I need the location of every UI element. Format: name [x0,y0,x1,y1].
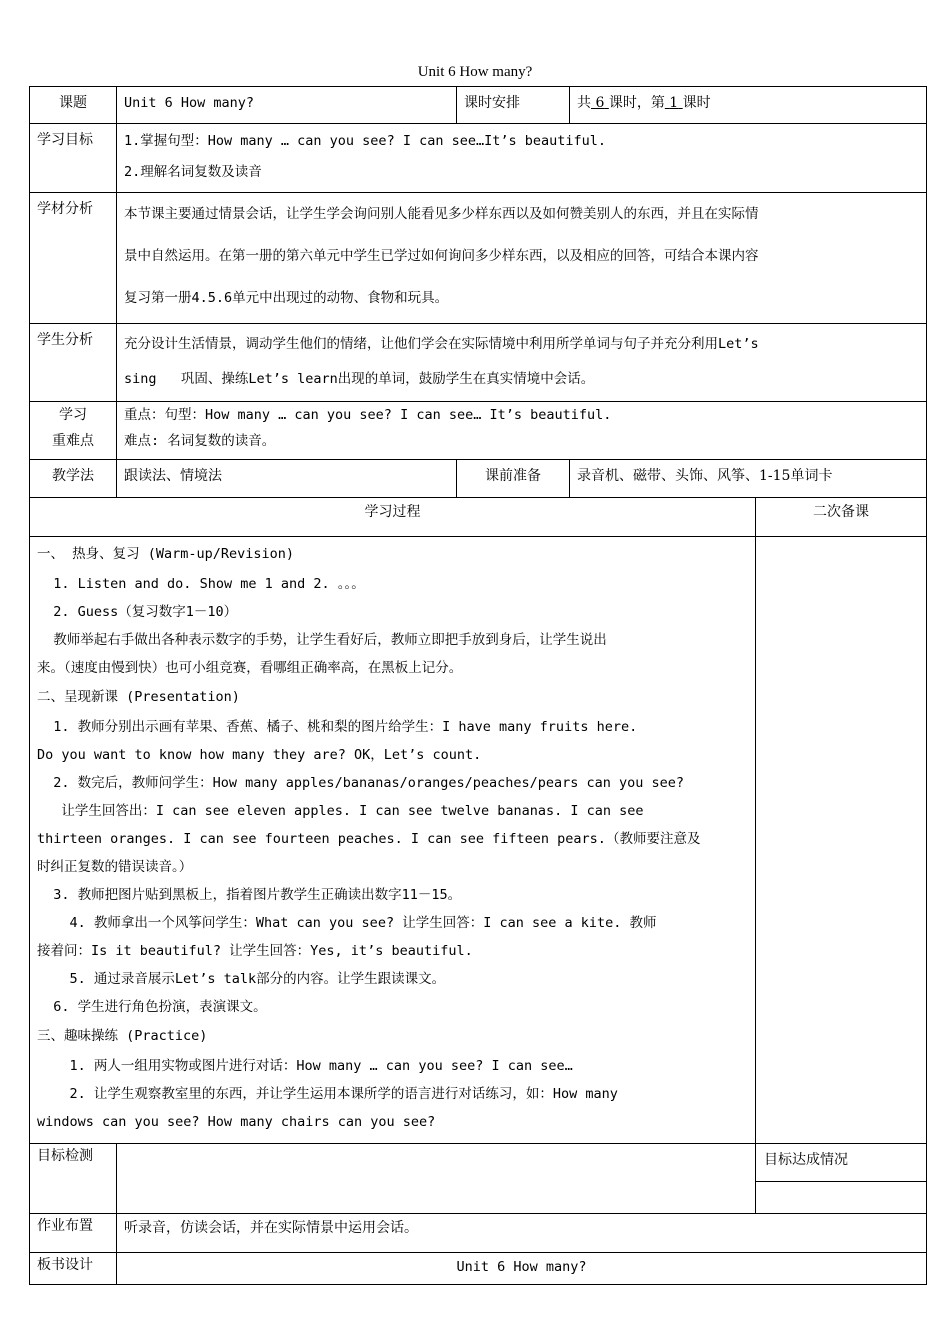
process-line: 2. 让学生观察教室里的东西，并让学生运用本课所学的语言进行对话练习，如：How many [37,1086,618,1102]
process-line: 2. Guess（复习数字1－10） [37,604,238,620]
row-topic [30,87,927,124]
schedule-value [570,87,927,124]
material-line: 本节课主要通过情景会话，让学生学会询问别人能看见多少样东西以及如何赞美别人的东西，并且在实际情 [124,206,759,222]
key-point-line: 难点: 名词复数的读音。 [124,433,276,449]
homework-label: 作业布置 [30,1214,117,1253]
prep-value: 录音机、磁带、头饰、风筝、1-15单词卡 [570,460,927,498]
material-label: 学材分析 [30,193,117,324]
material-content [117,193,927,324]
student-content [117,324,927,402]
process-line: 6. 学生进行角色扮演，表演课文。 [37,999,267,1015]
process-line: 一、 热身、复习 (Warm-up/Revision) [37,546,295,562]
row-key-points [30,402,927,460]
process-content [30,537,756,1144]
process-line: thirteen oranges. I can see fourteen peaches. I can see fifteen pears.（教师要注意及 [37,831,701,847]
schedule-label: 课时安排 [457,87,570,124]
student-line: 充分设计生活情景，调动学生他们的情绪，让他们学会在实际情境中利用所学单词与句子并充分利用Let’s [124,336,759,352]
schedule-suffix: 课时 [682,95,711,111]
board-value: Unit 6 How many? [117,1253,927,1285]
key-points-content [117,402,927,460]
process-heading: 学习过程 [30,498,756,537]
process-line: 教师举起右手做出各种表示数字的手势，让学生看好后，教师立即把手放到身后，让学生说出 [37,632,607,648]
key-point-line: 重点：句型：How many … can you see? I can see… It’s beautiful. [124,407,612,423]
process-line: Do you want to know how many they are? OK，Let’s count. [37,747,482,763]
process-line: 三、趣味操练 (Practice) [37,1028,208,1044]
process-line: 3. 教师把图片贴到黑板上，指着图片教学生正确读出数字11－15。 [37,887,462,903]
process-line: 让学生回答出：I can see eleven apples. I can see twelve bananas. I can see [37,803,644,819]
schedule-mid: 课时，第 [608,95,665,111]
row-material [30,193,927,324]
assessment-side [756,1144,927,1214]
row-homework [30,1214,927,1253]
prep-label: 课前准备 [457,460,570,498]
material-line: 复习第一册4.5.6单元中出现过的动物、食物和玩具。 [124,290,449,306]
process-line: 2. 数完后，教师问学生：How many apples/bananas/oranges/peaches/pears can you see? [37,775,685,791]
row-board [30,1253,927,1285]
assessment-side-label: 目标达成情况 [756,1144,926,1182]
schedule-prefix: 共 [577,95,591,111]
row-process [30,537,927,1144]
document-title: Unit 6 How many? [417,64,533,80]
topic-label: 课题 [30,87,117,124]
process-line: 接着问：Is it beautiful? 让学生回答：Yes, it’s beautiful. [37,943,473,959]
lesson-plan-table [29,86,927,1285]
schedule-current: 1 [669,95,679,111]
assessment-label: 目标检测 [30,1144,117,1214]
topic-value: Unit 6 How many? [117,87,457,124]
process-line: 来。（速度由慢到快）也可小组竞赛，看哪组正确率高，在黑板上记分。 [37,660,463,676]
side-heading: 二次备课 [756,498,927,537]
row-assessment [30,1144,927,1214]
goals-label: 学习目标 [30,124,117,193]
key-points-label: 学习 重难点 [30,402,117,460]
material-line: 景中自然运用。在第一册的第六单元中学生已学过如何询问多少样东西，以及相应的回答，可结合本课内容 [124,248,759,264]
process-line: 4. 教师拿出一个风筝问学生：What can you see? 让学生回答：I can see a kite. 教师 [37,915,657,931]
row-process-header [30,498,927,537]
student-label: 学生分析 [30,324,117,402]
row-student [30,324,927,402]
process-line: 5. 通过录音展示Let’s talk部分的内容。让学生跟读课文。 [37,971,446,987]
process-line: 二、呈现新课 (Presentation) [37,689,240,705]
secondary-prep-area [756,537,927,1144]
goal-line: 1.掌握句型：How many … can you see? I can see…It’s beautiful. [124,133,607,149]
schedule-total: 6 [595,95,605,111]
goal-line: 2.理解名词复数及读音 [124,164,262,180]
method-value: 跟读法、情境法 [117,460,457,498]
process-line: 1. Listen and do. Show me 1 and 2. 。。。 [37,576,365,592]
process-line: 1. 两人一组用实物或图片进行对话：How many … can you see? I can see… [37,1058,573,1074]
process-line: 1. 教师分别出示画有苹果、香蕉、橘子、桃和梨的图片给学生：I have many fruits here. [37,719,638,735]
board-label: 板书设计 [30,1253,117,1285]
goals-content [117,124,927,193]
homework-value: 听录音，仿读会话，并在实际情景中运用会话。 [117,1214,927,1253]
assessment-area [117,1144,756,1214]
method-label: 教学法 [30,460,117,498]
process-line: 时纠正复数的错误读音。） [37,859,193,875]
process-line: windows can you see? How many chairs can you see? [37,1114,436,1130]
row-goals [30,124,927,193]
row-method [30,460,927,498]
student-line: sing 巩固、操练Let’s learn出现的单词，鼓励学生在真实情境中会话。 [124,371,595,387]
